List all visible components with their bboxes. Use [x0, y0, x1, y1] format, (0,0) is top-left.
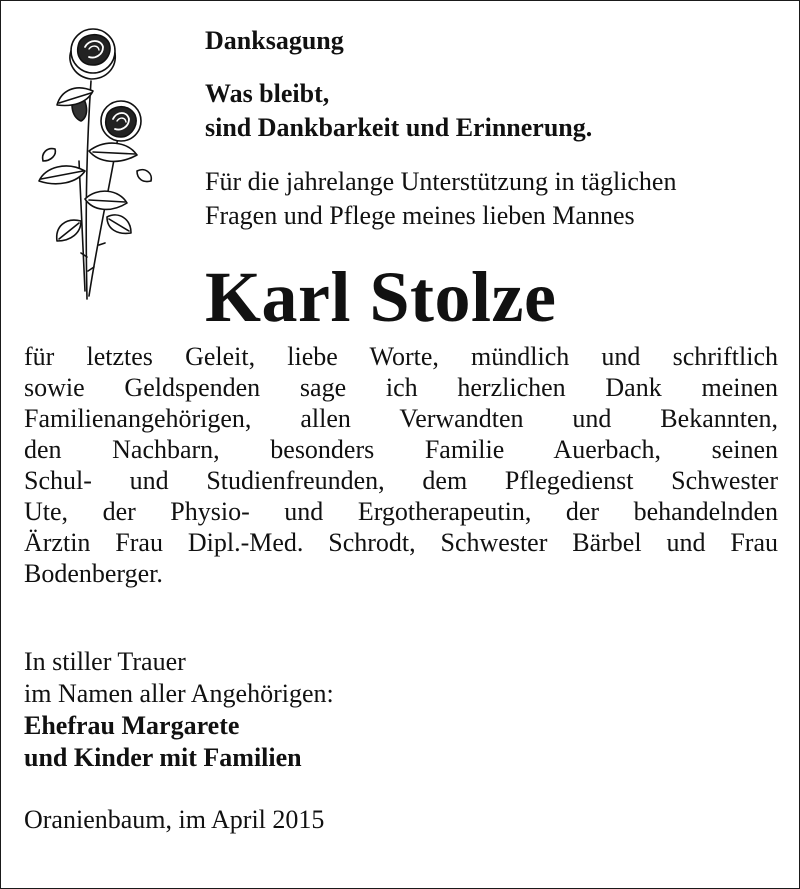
- motto: [205, 77, 592, 145]
- closing-line: im Namen aller Angehörigen:: [24, 679, 334, 708]
- closing-block: [24, 646, 334, 774]
- body-line: Ute, der Physio- und Ergotherapeutin, der behandelnden: [24, 497, 778, 526]
- intro-text: [205, 165, 676, 233]
- intro-line: Für die jahrelange Unterstützung in täglichen: [205, 167, 677, 196]
- deceased-name: Karl Stolze: [205, 257, 557, 337]
- motto-line: sind Dankbarkeit und Erinnerung.: [205, 113, 593, 142]
- motto-line: Was bleibt,: [205, 79, 330, 108]
- body-line: Familienangehörigen, allen Verwandten und Bekannten,: [24, 404, 778, 433]
- body-line: den Nachbarn, besonders Familie Auerbach, seinen: [24, 435, 778, 464]
- signer-family: und Kinder mit Familien: [24, 743, 302, 772]
- intro-line: Fragen und Pflege meines lieben Mannes: [205, 201, 635, 230]
- body-line: Bodenberger.: [24, 559, 163, 588]
- body-line: Ärztin Frau Dipl.-Med. Schrodt, Schwester Bärbel und Frau: [24, 528, 778, 557]
- place-date: Oranienbaum, im April 2015: [24, 805, 325, 834]
- thanks-paragraph: [24, 341, 778, 589]
- closing-line: In stiller Trauer: [24, 647, 186, 676]
- signer-name: Ehefrau Margarete: [24, 711, 240, 740]
- body-line: Schul- und Studienfreunden, dem Pflegedienst Schwester: [24, 466, 778, 495]
- body-line: sowie Geldspenden sage ich herzlichen Dank meinen: [24, 373, 778, 402]
- notice-heading: Danksagung: [205, 26, 344, 55]
- rose-bouquet-icon: [19, 21, 169, 311]
- body-line: für letztes Geleit, liebe Worte, mündlich und schriftlich: [24, 342, 778, 371]
